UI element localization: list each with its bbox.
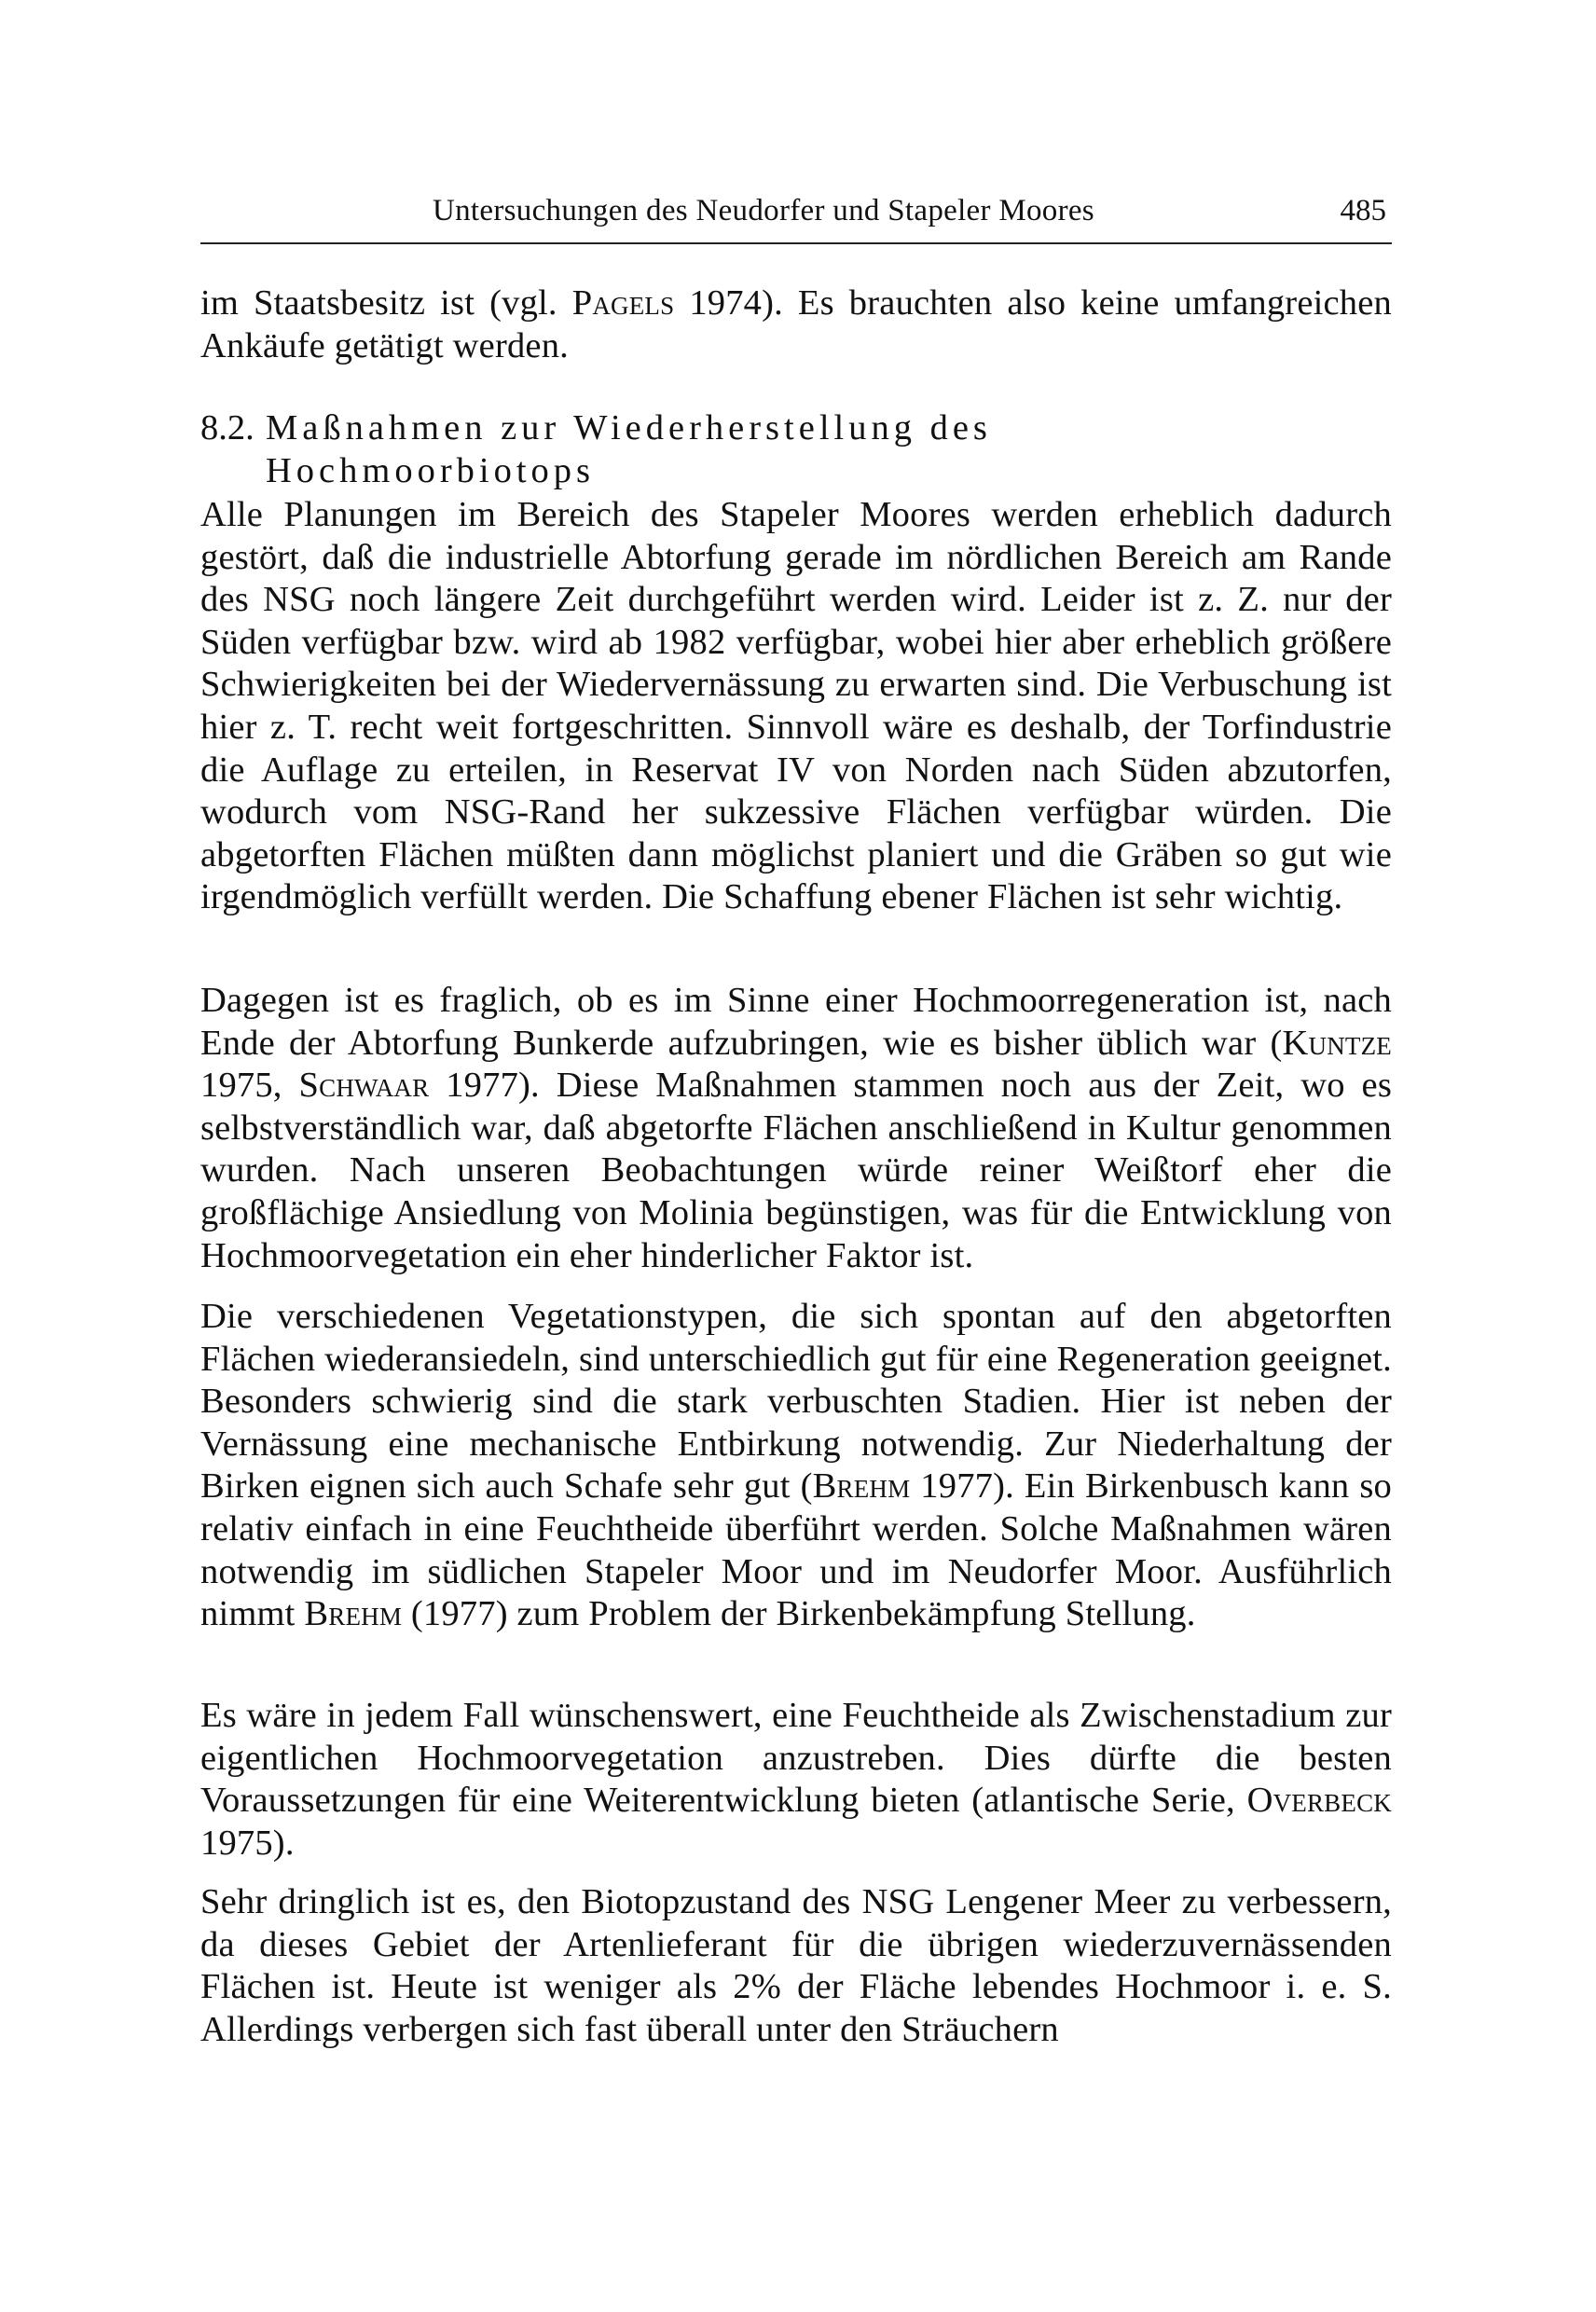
paragraph-1-text-a: im Staatsbesitz ist (vgl. <box>200 283 572 323</box>
paragraph-4-text-c: (1977) zum Problem der Birkenbekämpfung Stellung. <box>402 1594 1196 1634</box>
paragraph-5 <box>200 1695 1392 1865</box>
paragraph-1 <box>200 282 1392 367</box>
section-title-line-2: Hochmoorbiotops <box>266 450 596 490</box>
paragraph-4-text-a: Die verschiedenen Vegetationstypen, die sich spontan auf den abgetorften Flächen wiederansiedeln, sind unterschiedlich gut für eine Regeneration geeignet. Besonders schwierig sind die stark verbuschten Stadien. Hier ist neben der Vernässung eine mechanische Entbirkung notwendig. Zur Niederhaltung der Birken eignen sich auch Schafe sehr gut ( <box>200 1297 1392 1507</box>
paragraph-3-text-a: Dagegen ist es fraglich, ob es im Sinne einer Hochmoorregeneration ist, nach Ende der Abtorfung Bunkerde aufzubringen, wie es bisher üblich war ( <box>200 981 1392 1063</box>
citation-author: Pagels <box>571 283 675 323</box>
paragraph-4 <box>200 1296 1392 1636</box>
paragraph-1-text-b: 1974). Es brauchten also keine umfangreichen Ankäufe getätigt werden. <box>200 283 1392 365</box>
running-header <box>200 186 1392 244</box>
paragraph-5-text-a: Es wäre in jedem Fall wünschenswert, eine Feuchtheide als Zwischenstadium zur eigentlichen Hochmoorvegetation anzustreben. Dies dürfte die besten Voraussetzungen für eine Weiterentwicklung bieten (atlantische Serie, <box>200 1696 1392 1821</box>
section-title-line-1: Maßnahmen zur Wiederherstellung des <box>266 408 992 447</box>
page-number: 485 <box>1340 194 1386 227</box>
section-heading <box>200 407 1392 492</box>
citation-author: Schwaar <box>298 1066 430 1106</box>
citation-author: Overbeck <box>1246 1781 1392 1821</box>
paragraph-3-text-c: 1977). Diese Maßnahmen stammen noch aus der Zeit, wo es selbstverständlich war, daß abgetorfte Flächen anschließend in Kultur genommen wurden. Nach unseren Beobachtungen würde reiner Weißtorf eher die großflächige Ansiedlung von Molinia begünstigen, was für die Entwicklung von Hochmoorvegetation ein eher hinderlicher Faktor ist. <box>200 1066 1393 1275</box>
section-number: 8.2. <box>200 408 255 447</box>
paragraph-6: Sehr dringlich ist es, den Biotopzustand des NSG Lengener Meer zu verbessern, da dieses Gebiet der Artenlieferant für die übrigen wiederzuvernässenden Flächen ist. Heute ist weniger als 2% der Fläche lebendes Hochmoor i. e. S. Allerdings verbergen sich fast überall unter den Sträuchern <box>200 1882 1392 2049</box>
paragraph-4-text-b: 1977). Ein Birkenbusch kann so relativ einfach in eine Feuchtheide überführt werden. Solche Maßnahmen wären notwendig im südlichen Stapeler Moor und im Neudorfer Moor. Ausführlich nimmt <box>200 1466 1392 1634</box>
running-title: Untersuchungen des Neudorfer und Stapeler Moores <box>433 194 1094 227</box>
citation-author: Brehm <box>304 1594 403 1634</box>
paragraph-5-text-b: 1975). <box>200 1823 295 1863</box>
citation-author: Kuntze <box>1282 1023 1392 1063</box>
paragraph-3-text-b: 1975, <box>200 1066 299 1106</box>
citation-author: Brehm <box>812 1466 911 1507</box>
paragraph-2: Alle Planungen im Bereich des Stapeler Moores werden erheblich dadurch gestört, daß die industrielle Abtorfung gerade im nördlichen Bereich am Rande des NSG noch längere Zeit durchgeführt werden wird. Leider ist z. Z. nur der Süden verfügbar bzw. wird ab 1982 verfügbar, wobei hier aber erheblich größere Schwierigkeiten bei der Wiedervernässung zu erwarten sind. Die Verbuschung ist hier z. T. recht weit fortgeschritten. Sinnvoll wäre es deshalb, der Torfindustrie die Auflage zu erteilen, in Reservat IV von Norden nach Süden abzutorfen, wodurch vom NSG-Rand her sukzessive Flächen verfügbar würden. Die abgetorften Flächen müßten dann möglichst planiert und die Gräben so gut wie irgendmöglich verfüllt werden. Die Schaffung ebener Flächen ist sehr wichtig. <box>200 495 1392 917</box>
paragraph-3 <box>200 980 1392 1277</box>
